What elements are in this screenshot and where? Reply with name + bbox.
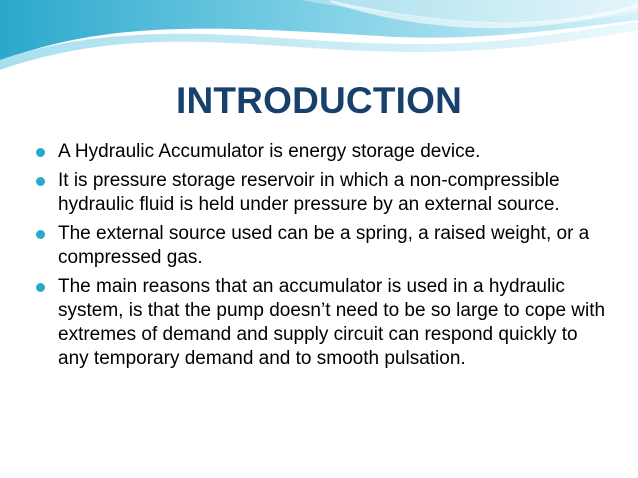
bullet-list xyxy=(36,140,606,376)
bullet-dot-icon xyxy=(36,230,45,239)
bullet-text: It is pressure storage reservoir in which a non-compressible hydraulic fluid is held under pressure by an external source. xyxy=(58,170,560,215)
bullet-dot-icon xyxy=(36,283,45,292)
bullet-text: A Hydraulic Accumulator is energy storage device. xyxy=(58,141,481,162)
bullet-item xyxy=(36,169,606,217)
bullet-item xyxy=(36,140,606,164)
bullet-text: The external source used can be a spring, a raised weight, or a compressed gas. xyxy=(58,223,590,268)
slide-title: INTRODUCTION xyxy=(175,80,463,121)
header-wave-decoration xyxy=(0,0,638,80)
bullet-text: The main reasons that an accumulator is used in a hydraulic system, is that the pump doesn’t need to be so large to cope with extremes of demand and supply circuit can respond quickly to any temporary demand and to smooth pulsation. xyxy=(58,276,606,369)
bullet-dot-icon xyxy=(36,148,45,157)
bullet-item xyxy=(36,275,606,371)
bullet-dot-icon xyxy=(36,177,45,186)
bullet-item xyxy=(36,222,606,270)
